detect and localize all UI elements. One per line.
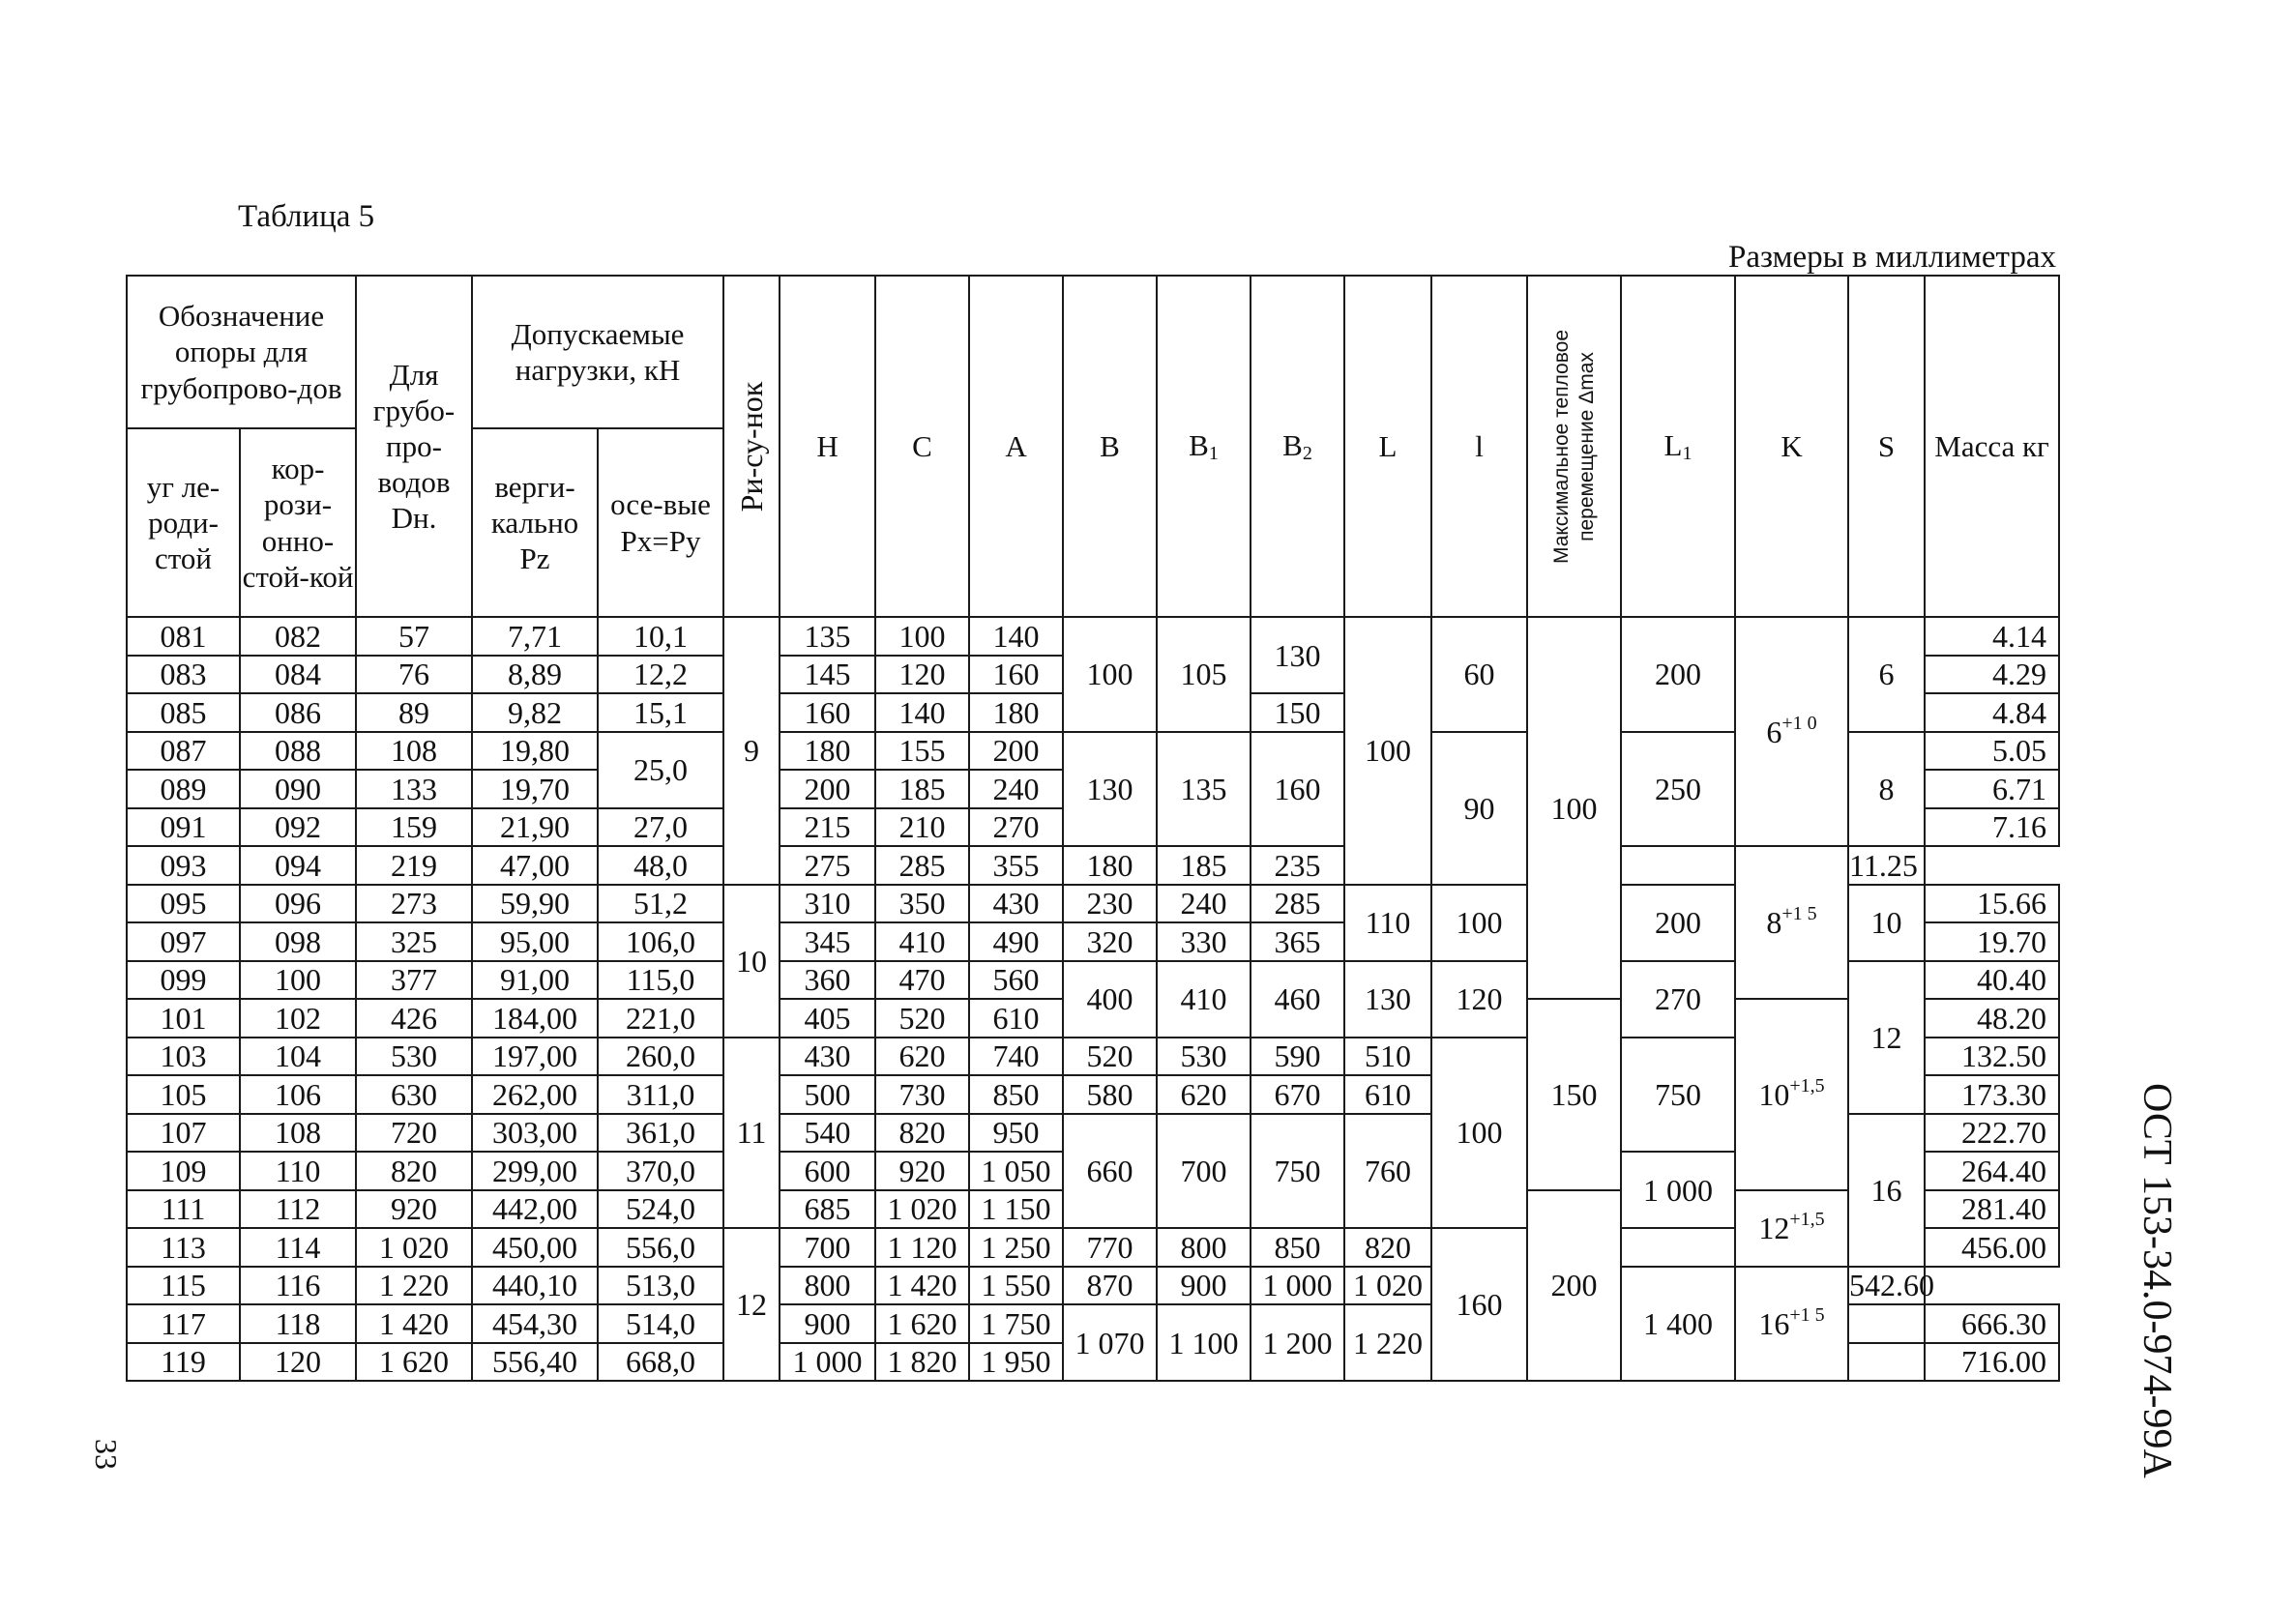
- cell-h: 800: [780, 1267, 875, 1305]
- cell-a: 160: [969, 656, 1063, 694]
- cell-l1: [1621, 846, 1735, 885]
- document-code: ОСТ 153-34.0-974-99А: [2134, 1083, 2179, 1478]
- cell-pz: 197,00: [472, 1038, 598, 1076]
- cell-h: 160: [780, 693, 875, 732]
- cell-b2: 460: [1251, 961, 1344, 1038]
- cell-h: 600: [780, 1152, 875, 1190]
- cell-pz: 9,82: [472, 693, 598, 732]
- cell-figure: 12: [723, 1228, 780, 1381]
- cell-s: 12: [1848, 961, 1925, 1114]
- cell-pz: 95,00: [472, 922, 598, 961]
- cell-h: 310: [780, 885, 875, 923]
- cell-a: 1 250: [969, 1228, 1063, 1267]
- cell-l1: 250: [1621, 732, 1735, 847]
- cell-l-upper: 130: [1344, 961, 1431, 1038]
- cell-b2: 590: [1251, 1038, 1344, 1076]
- cell-b: 870: [1063, 1267, 1157, 1305]
- cell-corrosion: 104: [240, 1038, 356, 1076]
- cell-b: 400: [1063, 961, 1157, 1038]
- cell-b2: 285: [1251, 885, 1344, 923]
- cell-mass: 4.29: [1925, 656, 2059, 694]
- cell-dn: 530: [356, 1038, 472, 1076]
- cell-l-lower: 160: [1431, 1228, 1527, 1381]
- cell-mass: 15.66: [1925, 885, 2059, 923]
- cell-l-upper: 760: [1344, 1114, 1431, 1229]
- cell-pz: 7,71: [472, 617, 598, 656]
- cell-h: 345: [780, 922, 875, 961]
- cell-l1: 200: [1621, 617, 1735, 732]
- cell-mass: 19.70: [1925, 922, 2059, 961]
- cell-a: 430: [969, 885, 1063, 923]
- hdr-carbon-steel: уг ле-роди-стой: [127, 428, 240, 617]
- cell-corrosion: 100: [240, 961, 356, 1000]
- cell-a: 200: [969, 732, 1063, 771]
- hdr-max-displacement: Максимальное тепловое перемещение Δmax: [1527, 276, 1621, 617]
- cell-b: 100: [1063, 617, 1157, 732]
- cell-dn: 325: [356, 922, 472, 961]
- cell-dmax: 100: [1527, 617, 1621, 999]
- cell-dn: 377: [356, 961, 472, 1000]
- hdr-corrosion-resistant: кор-рози-онно-стой-кой: [240, 428, 356, 617]
- cell-s: 6: [1848, 617, 1925, 732]
- cell-carbon: 085: [127, 693, 240, 732]
- cell-pz: 556,40: [472, 1343, 598, 1382]
- cell-c: 1 420: [875, 1267, 969, 1305]
- cell-corrosion: 106: [240, 1075, 356, 1114]
- cell-carbon: 105: [127, 1075, 240, 1114]
- hdr-mass: Масса кг: [1925, 276, 2059, 617]
- cell-px: 106,0: [598, 922, 723, 961]
- cell-dn: 57: [356, 617, 472, 656]
- cell-l-upper: 820: [1344, 1228, 1431, 1267]
- cell-h: 215: [780, 808, 875, 847]
- cell-mass: 264.40: [1925, 1152, 2059, 1190]
- cell-carbon: 089: [127, 770, 240, 808]
- cell-c: 210: [875, 808, 969, 847]
- cell-h: 275: [780, 846, 875, 885]
- cell-mass: 716.00: [1925, 1343, 2059, 1382]
- cell-b2: 160: [1251, 732, 1344, 847]
- cell-a: 1 150: [969, 1190, 1063, 1229]
- page-number: 33: [89, 1439, 124, 1470]
- cell-carbon: 101: [127, 999, 240, 1038]
- cell-pz: 450,00: [472, 1228, 598, 1267]
- cell-carbon: 103: [127, 1038, 240, 1076]
- hdr-b: B: [1063, 276, 1157, 617]
- cell-c: 1 820: [875, 1343, 969, 1382]
- cell-corrosion: 110: [240, 1152, 356, 1190]
- cell-carbon: 097: [127, 922, 240, 961]
- hdr-l-lower: l: [1431, 276, 1527, 617]
- cell-a: 490: [969, 922, 1063, 961]
- cell-corrosion: 108: [240, 1114, 356, 1153]
- cell-dn: 1 420: [356, 1304, 472, 1343]
- cell-mass: 222.70: [1925, 1114, 2059, 1153]
- cell-corrosion: 092: [240, 808, 356, 847]
- cell-h: 145: [780, 656, 875, 694]
- cell-px: 25,0: [598, 732, 723, 808]
- cell-a: 270: [969, 808, 1063, 847]
- hdr-figure: Ри-су-нок: [723, 276, 780, 617]
- cell-px: 260,0: [598, 1038, 723, 1076]
- cell-mass: 456.00: [1925, 1228, 2059, 1267]
- cell-c: 155: [875, 732, 969, 771]
- cell-mass: 542.60: [1849, 1268, 1935, 1303]
- cell-s: [1848, 1304, 1925, 1343]
- cell-b1: 330: [1157, 922, 1251, 961]
- cell-b: 520: [1063, 1038, 1157, 1076]
- cell-b: 660: [1063, 1114, 1157, 1229]
- cell-dn: 630: [356, 1075, 472, 1114]
- cell-b: 320: [1063, 922, 1157, 961]
- cell-corrosion: 098: [240, 922, 356, 961]
- cell-l-lower: 60: [1431, 617, 1527, 732]
- cell-c: 140: [875, 693, 969, 732]
- cell-k: $16^{+1 5}$: [1735, 1267, 1848, 1382]
- cell-l-upper: 110: [1344, 885, 1431, 961]
- cell-b2: 235: [1251, 846, 1344, 885]
- cell-b1: 135: [1157, 732, 1251, 847]
- cell-pz: 262,00: [472, 1075, 598, 1114]
- cell-corrosion: 082: [240, 617, 356, 656]
- cell-b: 580: [1063, 1075, 1157, 1114]
- cell-h: 135: [780, 617, 875, 656]
- cell-px: 15,1: [598, 693, 723, 732]
- cell-c: 120: [875, 656, 969, 694]
- cell-pz: 440,10: [472, 1267, 598, 1305]
- cell-b1: 105: [1157, 617, 1251, 732]
- hdr-h: H: [780, 276, 875, 617]
- cell-mass: 40.40: [1925, 961, 2059, 1000]
- cell-h: 405: [780, 999, 875, 1038]
- cell-px: 513,0: [598, 1267, 723, 1305]
- cell-l-lower: 90: [1431, 732, 1527, 885]
- cell-l-upper: 100: [1344, 617, 1431, 885]
- cell-mass: 11.25: [1848, 846, 1925, 885]
- cell-l1: [1621, 1228, 1735, 1267]
- cell-corrosion: 094: [240, 846, 356, 885]
- cell-h: 1 000: [780, 1343, 875, 1382]
- cell-c: 820: [875, 1114, 969, 1153]
- cell-dmax: 200: [1527, 1190, 1621, 1382]
- hdr-designation: Обозначение опоры для грубопрово-дов: [127, 276, 356, 428]
- cell-b2: 365: [1251, 922, 1344, 961]
- cell-carbon: 115: [127, 1267, 240, 1305]
- cell-a: 140: [969, 617, 1063, 656]
- cell-mass: 4.14: [1925, 617, 2059, 656]
- cell-b1: 1 100: [1157, 1304, 1251, 1381]
- units-note: Размеры в миллиметрах: [1728, 240, 2056, 275]
- cell-px: 311,0: [598, 1075, 723, 1114]
- cell-c: 730: [875, 1075, 969, 1114]
- cell-corrosion: 084: [240, 656, 356, 694]
- hdr-axial-load: осе-вые Px=Py: [598, 428, 723, 617]
- cell-b2: 1 200: [1251, 1304, 1344, 1381]
- cell-c: 410: [875, 922, 969, 961]
- cell-l-upper: 1 020: [1344, 1267, 1431, 1305]
- cell-c: 185: [875, 770, 969, 808]
- cell-carbon: 119: [127, 1343, 240, 1382]
- cell-c: 1 020: [875, 1190, 969, 1229]
- cell-h: 700: [780, 1228, 875, 1267]
- cell-c: 100: [875, 617, 969, 656]
- cell-corrosion: 112: [240, 1190, 356, 1229]
- cell-carbon: 099: [127, 961, 240, 1000]
- cell-a: 950: [969, 1114, 1063, 1153]
- cell-a: 850: [969, 1075, 1063, 1114]
- cell-l1: 200: [1621, 885, 1735, 961]
- cell-l-upper: 510: [1344, 1038, 1431, 1076]
- cell-b1: 800: [1157, 1228, 1251, 1267]
- cell-k: $6^{+1 0}$: [1735, 617, 1848, 846]
- hdr-b2: $B_2$: [1251, 276, 1344, 617]
- hdr-loads: Допускаемые нагрузки, кН: [472, 276, 723, 428]
- cell-dn: 159: [356, 808, 472, 847]
- cell-l-upper: 610: [1344, 1075, 1431, 1114]
- cell-l1: 270: [1621, 961, 1735, 1038]
- cell-dn: 133: [356, 770, 472, 808]
- cell-dn: 89: [356, 693, 472, 732]
- cell-carbon: 111: [127, 1190, 240, 1229]
- cell-carbon: 109: [127, 1152, 240, 1190]
- cell-b2: 1 000: [1251, 1267, 1344, 1305]
- cell-corrosion: 096: [240, 885, 356, 923]
- hdr-l-upper: L: [1344, 276, 1431, 617]
- cell-px: 12,2: [598, 656, 723, 694]
- cell-pz: 19,80: [472, 732, 598, 771]
- cell-figure: 11: [723, 1038, 780, 1229]
- cell-carbon: 083: [127, 656, 240, 694]
- cell-px: 668,0: [598, 1343, 723, 1382]
- cell-dn: 108: [356, 732, 472, 771]
- cell-k: $12^{+1,5}$: [1735, 1190, 1848, 1267]
- cell-px: 370,0: [598, 1152, 723, 1190]
- cell-h: 360: [780, 961, 875, 1000]
- cell-px: 221,0: [598, 999, 723, 1038]
- cell-dn: 820: [356, 1152, 472, 1190]
- cell-pz: 8,89: [472, 656, 598, 694]
- cell-dn: 273: [356, 885, 472, 923]
- table-caption: Таблица 5: [238, 199, 375, 234]
- cell-l1: 750: [1621, 1038, 1735, 1153]
- cell-c: 470: [875, 961, 969, 1000]
- cell-px: 51,2: [598, 885, 723, 923]
- cell-h: 180: [780, 732, 875, 771]
- hdr-s: S: [1848, 276, 1925, 617]
- cell-b2: 850: [1251, 1228, 1344, 1267]
- cell-l1: 1 400: [1621, 1267, 1735, 1382]
- cell-s: 16: [1848, 1114, 1925, 1267]
- cell-corrosion: 114: [240, 1228, 356, 1267]
- cell-c: 1 620: [875, 1304, 969, 1343]
- cell-px: 27,0: [598, 808, 723, 847]
- cell-pz: 299,00: [472, 1152, 598, 1190]
- cell-dn: 720: [356, 1114, 472, 1153]
- cell-corrosion: 102: [240, 999, 356, 1038]
- cell-px: 361,0: [598, 1114, 723, 1153]
- cell-h: 200: [780, 770, 875, 808]
- cell-a: 240: [969, 770, 1063, 808]
- hdr-l1: $L_1$: [1621, 276, 1735, 617]
- cell-a: 560: [969, 961, 1063, 1000]
- cell-corrosion: 086: [240, 693, 356, 732]
- cell-mass: 6.71: [1925, 770, 2059, 808]
- cell-b2: 130: [1251, 617, 1344, 693]
- cell-k: $10^{+1,5}$: [1735, 999, 1848, 1190]
- cell-dn: 1 220: [356, 1267, 472, 1305]
- cell-h: 430: [780, 1038, 875, 1076]
- cell-dmax: 150: [1527, 999, 1621, 1190]
- cell-dn: 219: [356, 846, 472, 885]
- cell-h: 685: [780, 1190, 875, 1229]
- cell-mass: 7.16: [1925, 808, 2059, 847]
- cell-pz: 303,00: [472, 1114, 598, 1153]
- cell-dn: 76: [356, 656, 472, 694]
- cell-px: 514,0: [598, 1304, 723, 1343]
- cell-l-upper: 1 220: [1344, 1304, 1431, 1381]
- cell-c: 1 120: [875, 1228, 969, 1267]
- cell-pz: 442,00: [472, 1190, 598, 1229]
- cell-s: [1848, 1343, 1925, 1382]
- cell-l-lower: 100: [1431, 885, 1527, 961]
- cell-c: 920: [875, 1152, 969, 1190]
- cell-px: 524,0: [598, 1190, 723, 1229]
- cell-carbon: 117: [127, 1304, 240, 1343]
- cell-b1: 620: [1157, 1075, 1251, 1114]
- cell-b: 180: [1063, 846, 1157, 885]
- cell-c: 620: [875, 1038, 969, 1076]
- cell-s: 8: [1848, 732, 1925, 847]
- cell-carbon: 091: [127, 808, 240, 847]
- cell-dn: 1 020: [356, 1228, 472, 1267]
- cell-b: 770: [1063, 1228, 1157, 1267]
- cell-s: 10: [1848, 885, 1925, 961]
- cell-c: 350: [875, 885, 969, 923]
- cell-c: 285: [875, 846, 969, 885]
- cell-corrosion: 088: [240, 732, 356, 771]
- cell-px: 115,0: [598, 961, 723, 1000]
- cell-a: 1 950: [969, 1343, 1063, 1382]
- cell-c: 520: [875, 999, 969, 1038]
- cell-a: 1 550: [969, 1267, 1063, 1305]
- cell-l1: 1 000: [1621, 1152, 1735, 1228]
- cell-l-lower: 120: [1431, 961, 1527, 1038]
- cell-mass: 173.30: [1925, 1075, 2059, 1114]
- hdr-vertical-load: верги-кально Pz: [472, 428, 598, 617]
- cell-pz: 47,00: [472, 846, 598, 885]
- cell-carbon: 087: [127, 732, 240, 771]
- cell-dn: 1 620: [356, 1343, 472, 1382]
- cell-mass: 48.20: [1925, 999, 2059, 1038]
- cell-carbon: 093: [127, 846, 240, 885]
- cell-figure: 9: [723, 617, 780, 885]
- cell-px: 10,1: [598, 617, 723, 656]
- cell-h: 900: [780, 1304, 875, 1343]
- cell-corrosion: 090: [240, 770, 356, 808]
- cell-b1: 530: [1157, 1038, 1251, 1076]
- hdr-c: C: [875, 276, 969, 617]
- hdr-pipe-diameter: Для грубо-про-водов Dн.: [356, 276, 472, 617]
- cell-b1: 700: [1157, 1114, 1251, 1229]
- cell-carbon: 081: [127, 617, 240, 656]
- cell-b1: 410: [1157, 961, 1251, 1038]
- cell-a: 610: [969, 999, 1063, 1038]
- cell-a: 355: [969, 846, 1063, 885]
- cell-b: 130: [1063, 732, 1157, 847]
- cell-pz: 19,70: [472, 770, 598, 808]
- cell-corrosion: 120: [240, 1343, 356, 1382]
- cell-dn: 920: [356, 1190, 472, 1229]
- cell-a: 1 050: [969, 1152, 1063, 1190]
- cell-corrosion: 118: [240, 1304, 356, 1343]
- hdr-b1: $B_1$: [1157, 276, 1251, 617]
- cell-mass: 4.84: [1925, 693, 2059, 732]
- cell-b2: 670: [1251, 1075, 1344, 1114]
- cell-b1: 185: [1157, 846, 1251, 885]
- cell-mass: 5.05: [1925, 732, 2059, 771]
- cell-dn: 426: [356, 999, 472, 1038]
- cell-b2: 150: [1251, 693, 1344, 732]
- cell-h: 500: [780, 1075, 875, 1114]
- cell-pz: 59,90: [472, 885, 598, 923]
- cell-h: 540: [780, 1114, 875, 1153]
- cell-px: 556,0: [598, 1228, 723, 1267]
- cell-b1: 240: [1157, 885, 1251, 923]
- cell-figure: 10: [723, 885, 780, 1038]
- cell-px: 48,0: [598, 846, 723, 885]
- cell-b1: 900: [1157, 1267, 1251, 1305]
- cell-b: 1 070: [1063, 1304, 1157, 1381]
- cell-l-lower: 100: [1431, 1038, 1527, 1229]
- cell-b2: 750: [1251, 1114, 1344, 1229]
- cell-carbon: 095: [127, 885, 240, 923]
- cell-mass: 281.40: [1925, 1190, 2059, 1229]
- cell-carbon: 107: [127, 1114, 240, 1153]
- cell-carbon: 113: [127, 1228, 240, 1267]
- cell-corrosion: 116: [240, 1267, 356, 1305]
- cell-pz: 21,90: [472, 808, 598, 847]
- cell-mass: 666.30: [1925, 1304, 2059, 1343]
- hdr-k: K: [1735, 276, 1848, 617]
- cell-pz: 91,00: [472, 961, 598, 1000]
- cell-pz: 454,30: [472, 1304, 598, 1343]
- cell-a: 180: [969, 693, 1063, 732]
- supports-table: [126, 275, 2060, 1382]
- cell-b: 230: [1063, 885, 1157, 923]
- cell-mass: 132.50: [1925, 1038, 2059, 1076]
- cell-a: 740: [969, 1038, 1063, 1076]
- hdr-a: A: [969, 276, 1063, 617]
- cell-k: $8^{+1 5}$: [1735, 846, 1848, 999]
- cell-a: 1 750: [969, 1304, 1063, 1343]
- cell-pz: 184,00: [472, 999, 598, 1038]
